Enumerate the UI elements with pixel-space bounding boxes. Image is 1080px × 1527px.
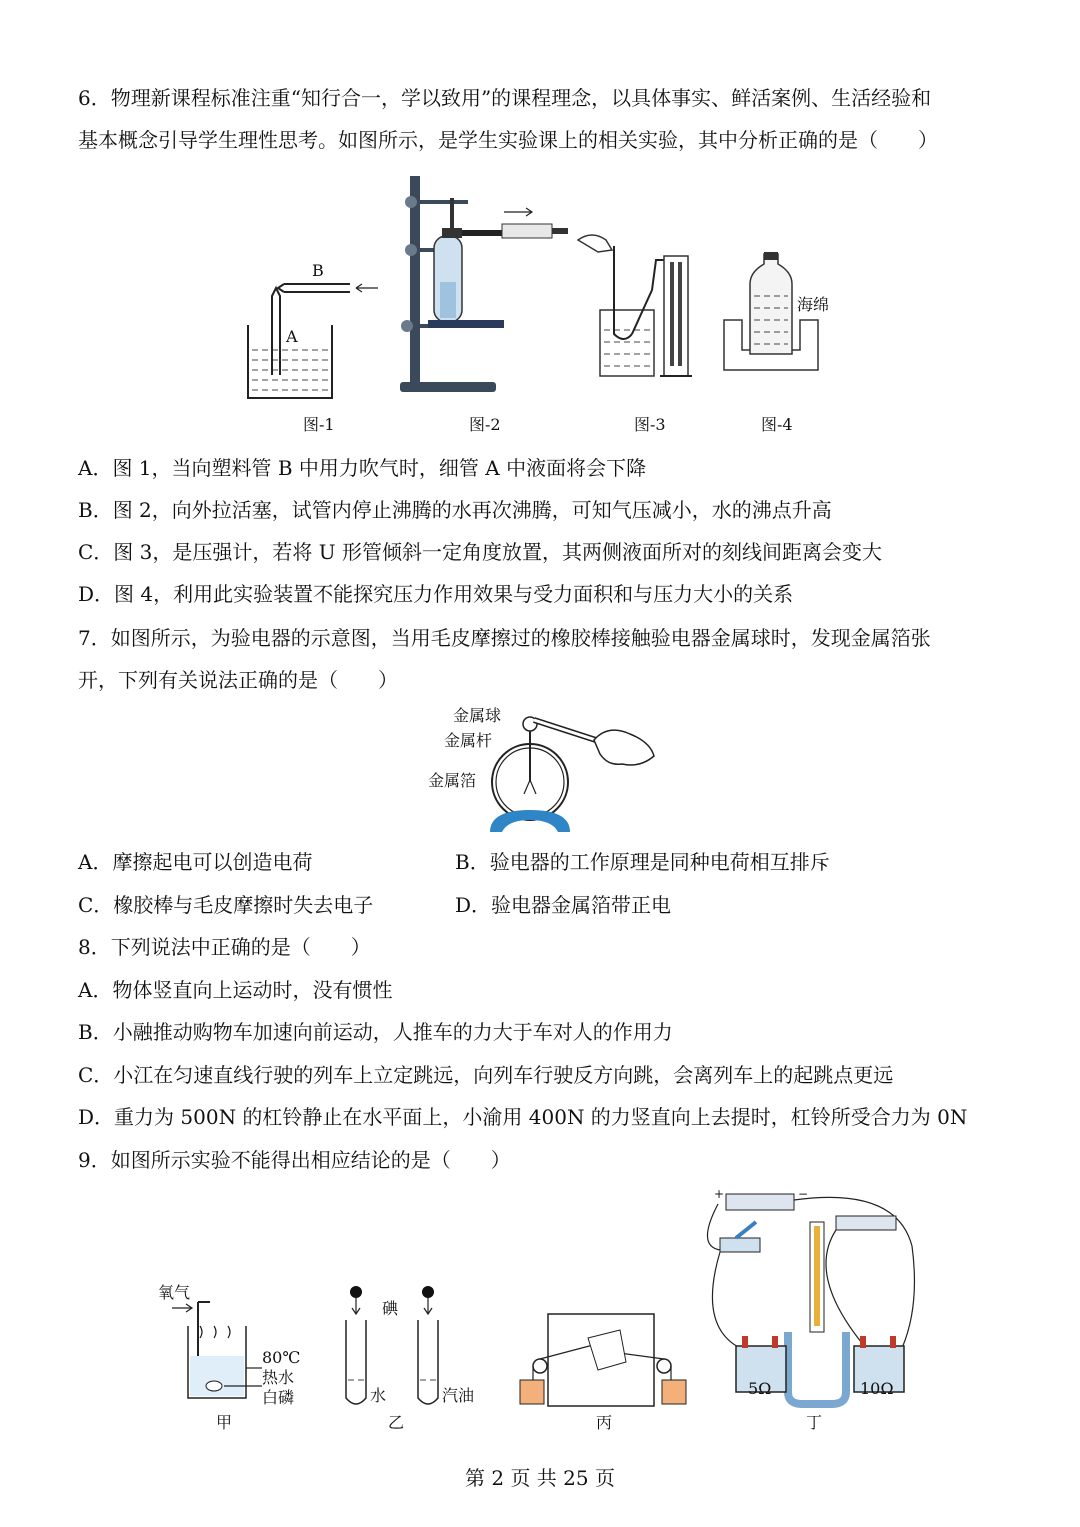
q6-option-a: A．图 1，当向塑料管 B 中用力吹气时，细管 A 中液面将会下降 [78,456,647,480]
q7-option-a: A．摩擦起电可以创造电荷 [78,850,313,874]
q9-stem: 9．如图所示实验不能得出相应结论的是（ ） [78,1148,511,1172]
q9-label-hot-water: 热水 [262,1368,295,1387]
q9-label-iodine: 碘 [382,1299,399,1318]
q6-stem-line1: 6．物理新课程标准注重“知行合一，学以致用”的课程理念，以具体事实、鲜活案例、生活经验和 [78,86,932,110]
q9-label-oxygen: 氧气 [158,1283,191,1302]
q9-label-white-phosphorus: 白磷 [262,1388,295,1407]
q6-figure-1 [246,280,356,370]
q9-caption-jia: 甲 [216,1413,233,1432]
q6-caption-4: 图-4 [761,415,793,434]
q7-label-metal-foil: 金属箔 [428,771,477,790]
q9-label-battery-plus: + [714,1187,725,1201]
q6-option-b: B．图 2，向外拉活塞，试管内停止沸腾的水再次沸腾，可知气压减小，水的沸点升高 [78,498,832,522]
q9-label-resistor-5: 5Ω [748,1379,772,1398]
q9-label-80c: 80℃ [262,1348,301,1367]
q9-caption-ding: 丁 [806,1413,823,1432]
q7-label-metal-rod: 金属杆 [444,731,493,750]
q6-option-d: D．图 4，利用此实验装置不能探究压力作用效果与受力面积和与压力大小的关系 [78,582,794,606]
q9-label-battery-minus: − [798,1187,809,1201]
q8-option-b: B．小融推动购物车加速向前运动，人推车的力大于车对人的作用力 [78,1020,673,1044]
q9-figure-jia [170,1298,250,1408]
q7-option-b: B．验电器的工作原理是同种电荷相互排斥 [455,850,830,874]
q6-figure-4 [722,250,822,380]
page-footer: 第 2 页 共 25 页 [465,1466,615,1490]
q6-figure-3 [578,230,718,380]
q6-caption-2: 图-2 [469,415,501,434]
q8-stem: 8．下列说法中正确的是（ ） [78,935,371,959]
q6-fig1-label-a: A [286,327,298,346]
q6-stem-line2: 基本概念引导学生理性思考。如图所示，是学生实验课上的相关实验，其中分析正确的是（ ） [78,128,938,152]
q7-stem-line2: 开，下列有关说法正确的是（ ） [78,668,398,692]
q7-option-c: C．橡胶棒与毛皮摩擦时失去电子 [78,893,374,917]
q9-label-water: 水 [370,1386,387,1405]
q9-label-gasoline: 汽油 [442,1386,475,1405]
q6-figure-2 [398,172,568,397]
q9-label-resistor-10: 10Ω [860,1379,894,1398]
q7-electroscope-figure [490,706,660,836]
q6-caption-1: 图-1 [303,415,335,434]
q9-figure-ding [706,1186,921,1411]
q8-option-d: D．重力为 500N 的杠铃静止在水平面上，小渝用 400N 的力竖直向上去提时，杠铃所受合力为 0N [78,1105,968,1129]
q8-option-c: C．小江在匀速直线行驶的列车上立定跳远，向列车行驶反方向跳，会离列车上的起跳点更远 [78,1063,894,1087]
q9-figure-bing [516,1312,688,1408]
q9-caption-bing: 丙 [596,1413,613,1432]
q7-option-d: D．验电器金属箔带正电 [455,893,672,917]
q7-stem-line1: 7．如图所示，为验电器的示意图，当用毛皮摩擦过的橡胶棒接触验电器金属球时，发现金属箔张 [78,626,931,650]
q8-option-a: A．物体竖直向上运动时，没有惯性 [78,978,393,1002]
q6-fig4-label-sponge: 海绵 [797,295,830,314]
q9-caption-yi: 乙 [388,1413,405,1432]
q6-fig1-label-b: B [312,261,324,280]
q6-caption-3: 图-3 [634,415,666,434]
q7-label-metal-ball: 金属球 [453,706,502,725]
q6-option-c: C．图 3，是压强计，若将 U 形管倾斜一定角度放置，其两侧液面所对的刻线间距离会变大 [78,540,882,564]
